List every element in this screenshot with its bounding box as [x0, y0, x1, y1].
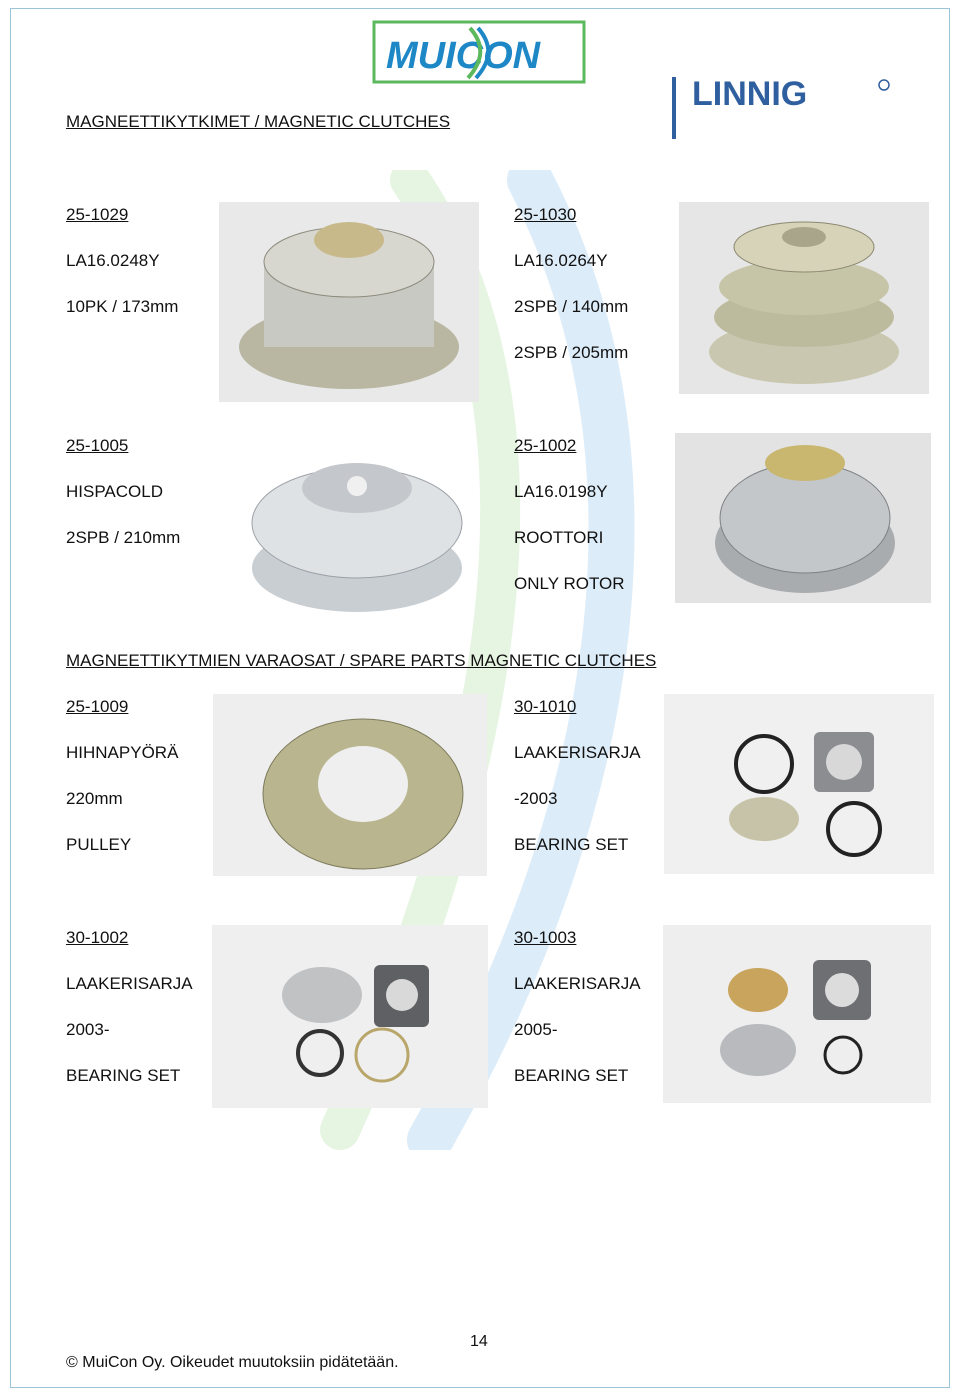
bearing-set-photo-30-1002 [212, 925, 488, 1108]
item-spec: 220mm [66, 789, 123, 808]
clutch-photo-25-1005 [250, 448, 465, 616]
item-ref: LA16.0264Y [514, 251, 608, 270]
item-name-en: BEARING SET [514, 1066, 629, 1085]
item-spec: -2003 [514, 789, 558, 808]
item-code: 25-1002 [514, 436, 577, 455]
item-code: 25-1009 [66, 697, 129, 716]
item-name-en: BEARING SET [66, 1066, 181, 1085]
item-spec: 2005- [514, 1020, 558, 1039]
page-number: 14 [470, 1333, 488, 1350]
section-heading-spare-parts: MAGNEETTIKYTMIEN VARAOSAT / SPARE PARTS MAGNETIC CLUTCHES [66, 651, 657, 670]
item-code: 30-1002 [66, 928, 129, 947]
item-name: LAAKERISARJA [66, 974, 193, 993]
item-spec: ONLY ROTOR [514, 574, 625, 593]
item-spec: 2SPB / 140mm [514, 297, 629, 316]
item-code: 25-1005 [66, 436, 129, 455]
bearing-set-photo-30-1010 [664, 694, 934, 874]
item-name-en: BEARING SET [514, 835, 629, 854]
bearing-set-photo-30-1003 [663, 925, 931, 1103]
item-spec: 2SPB / 210mm [66, 528, 181, 547]
item-code: 25-1030 [514, 205, 577, 224]
rotor-photo-25-1002 [675, 433, 931, 603]
item-spec: 10PK / 173mm [66, 297, 179, 316]
clutch-photo-25-1029 [219, 202, 479, 402]
item-code: 30-1010 [514, 697, 577, 716]
item-ref: HISPACOLD [66, 482, 163, 501]
linnig-logo [670, 75, 900, 140]
item-name: LAAKERISARJA [514, 974, 641, 993]
muicon-logo-text: MUICON [386, 35, 541, 77]
item-name: HIHNAPYÖRÄ [66, 743, 179, 762]
section-heading-clutches: MAGNEETTIKYTKIMET / MAGNETIC CLUTCHES [66, 112, 451, 131]
item-ref: LA16.0198Y [514, 482, 608, 501]
item-ref: LA16.0248Y [66, 251, 160, 270]
item-code: 25-1029 [66, 205, 129, 224]
item-spec: 2003- [66, 1020, 110, 1039]
item-spec: 2SPB / 205mm [514, 343, 629, 362]
muicon-logo [372, 20, 586, 84]
item-name-en: PULLEY [66, 835, 132, 854]
linnig-logo-text: LINNIG [692, 75, 808, 113]
item-spec: ROOTTORI [514, 528, 604, 547]
item-code: 30-1003 [514, 928, 577, 947]
pulley-photo-25-1009 [213, 694, 487, 876]
clutch-photo-25-1030 [679, 202, 929, 394]
item-name: LAAKERISARJA [514, 743, 641, 762]
footer-copyright: © MuiCon Oy. Oikeudet muutoksiin pidätetään. [66, 1354, 399, 1371]
